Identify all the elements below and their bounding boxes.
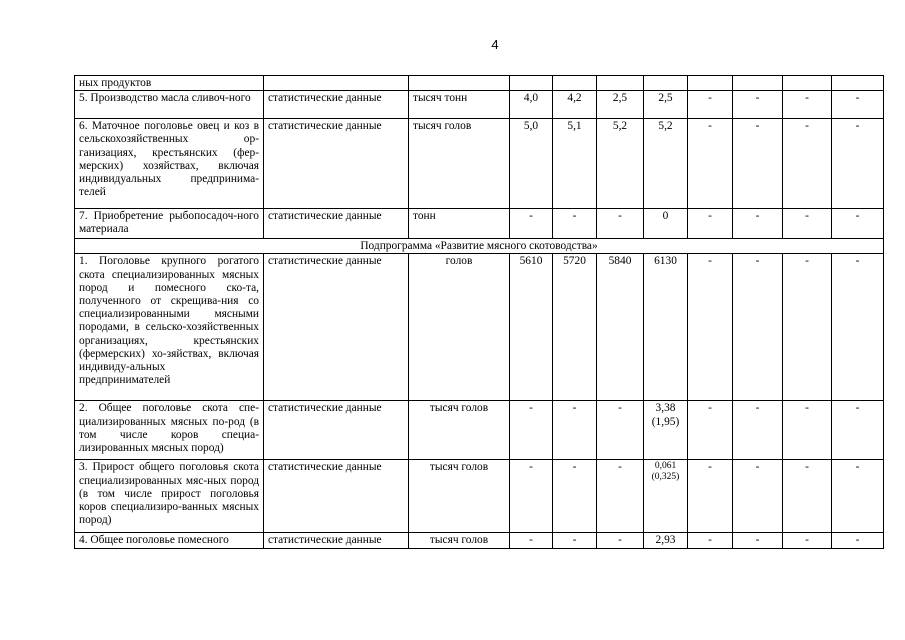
value-cell: - (597, 401, 644, 460)
value-cell: - (832, 119, 884, 209)
value-cell: 5610 (510, 254, 553, 401)
unit: тысяч тонн (409, 91, 510, 119)
value-cell: - (688, 91, 733, 119)
value-cell: - (733, 119, 783, 209)
value-cell: - (597, 533, 644, 548)
indicator-name: 7. Приобретение рыбопосадоч-ного материала (75, 209, 264, 239)
data-source: статистические данные (264, 533, 409, 548)
table-row (75, 119, 884, 209)
indicator-name: 6. Маточное поголовье овец и коз в сельскохозяйственных ор-ганизациях, крестьянских (фер-мерских) хозяйствах, включая индивидуальных предпринима-телей (75, 119, 264, 209)
value-cell: - (832, 460, 884, 533)
data-source: статистические данные (264, 401, 409, 460)
value-cell: - (688, 254, 733, 401)
value-cell: - (553, 209, 597, 239)
table-row (75, 209, 884, 239)
value-cell: - (783, 460, 832, 533)
value-cell: - (597, 460, 644, 533)
value-cell: - (688, 401, 733, 460)
value-cell: - (553, 460, 597, 533)
value-cell: - (510, 460, 553, 533)
value-cell: 6130 (644, 254, 688, 401)
unit: тысяч голов (409, 119, 510, 209)
value-cell: 5,2 (597, 119, 644, 209)
table-row (75, 91, 884, 119)
table-row (75, 401, 884, 460)
unit (409, 76, 510, 91)
value-cell: 4,2 (553, 91, 597, 119)
subprogram-title: Подпрограмма «Развитие мясного скотоводства» (75, 239, 884, 254)
data-source: статистические данные (264, 119, 409, 209)
data-source: статистические данные (264, 91, 409, 119)
indicator-name: 4. Общее поголовье помесного (75, 533, 264, 548)
value-cell: - (688, 209, 733, 239)
value-cell: 5,1 (553, 119, 597, 209)
value-cell: - (597, 209, 644, 239)
value-cell: 0 (644, 209, 688, 239)
table-row (75, 76, 884, 91)
value-cell: - (832, 401, 884, 460)
value-cell: - (733, 401, 783, 460)
value-cell: - (733, 209, 783, 239)
value-cell: - (783, 254, 832, 401)
data-source: статистические данные (264, 460, 409, 533)
indicator-name: 5. Производство масла сливоч-ного (75, 91, 264, 119)
value-cell: - (733, 533, 783, 548)
table-row (75, 254, 884, 401)
unit: тонн (409, 209, 510, 239)
indicator-name: ных продуктов (75, 76, 264, 91)
data-source (264, 76, 409, 91)
unit: тысяч голов (409, 401, 510, 460)
value-cell: - (832, 209, 884, 239)
value-cell (783, 76, 832, 91)
value-cell (597, 76, 644, 91)
value-cell: 5,0 (510, 119, 553, 209)
value-cell: - (832, 533, 884, 548)
subprogram-row (75, 239, 884, 254)
value-cell: - (733, 460, 783, 533)
value-cell: 5840 (597, 254, 644, 401)
value-cell: - (832, 91, 884, 119)
data-source: статистические данные (264, 254, 409, 401)
value-cell: - (553, 401, 597, 460)
value-cell: - (688, 119, 733, 209)
value-cell: 4,0 (510, 91, 553, 119)
table-row (75, 533, 884, 548)
value-cell: - (783, 533, 832, 548)
value-cell: - (510, 401, 553, 460)
value-cell: 0,061 (0,325) (644, 460, 688, 533)
indicator-name: 3. Прирост общего поголовья скота специализированных мяс-ных пород (в том числе прирост поголовья коров специализиро-ванных мясных пород) (75, 460, 264, 533)
value-cell (644, 76, 688, 91)
value-cell: - (688, 460, 733, 533)
value-cell: - (783, 119, 832, 209)
value-cell: 5,2 (644, 119, 688, 209)
value-cell: 2,5 (597, 91, 644, 119)
value-cell: - (832, 254, 884, 401)
value-cell: 3,38 (1,95) (644, 401, 688, 460)
indicators-table (74, 75, 884, 549)
data-source: статистические данные (264, 209, 409, 239)
value-cell: 2,5 (644, 91, 688, 119)
indicator-name: 1. Поголовье крупного рогатого скота специализированных мясных пород и помесного ско-та, полученного от скрещива-ния со специализированными мясными породами, в сельско-хозяйственных организациях, крестьянских (фермерских) хо-зяйствах, включая индивиду-альных предпринимателей (75, 254, 264, 401)
unit: тысяч голов (409, 460, 510, 533)
value-cell (688, 76, 733, 91)
value-cell (553, 76, 597, 91)
value-cell (510, 76, 553, 91)
value-cell (733, 76, 783, 91)
table-row (75, 460, 884, 533)
value-cell: - (553, 533, 597, 548)
unit: голов (409, 254, 510, 401)
value-cell: 2,93 (644, 533, 688, 548)
unit: тысяч голов (409, 533, 510, 548)
value-cell: - (510, 533, 553, 548)
indicator-name: 2. Общее поголовье скота спе-циализированных мясных по-род (в том числе коров специа-лизированных мясных пород) (75, 401, 264, 460)
value-cell: - (733, 91, 783, 119)
value-cell: - (510, 209, 553, 239)
value-cell: - (688, 533, 733, 548)
value-cell: - (783, 209, 832, 239)
value-cell: - (783, 401, 832, 460)
page-number: 4 (491, 37, 499, 52)
value-cell: - (733, 254, 783, 401)
value-cell: - (783, 91, 832, 119)
value-cell (832, 76, 884, 91)
value-cell: 5720 (553, 254, 597, 401)
